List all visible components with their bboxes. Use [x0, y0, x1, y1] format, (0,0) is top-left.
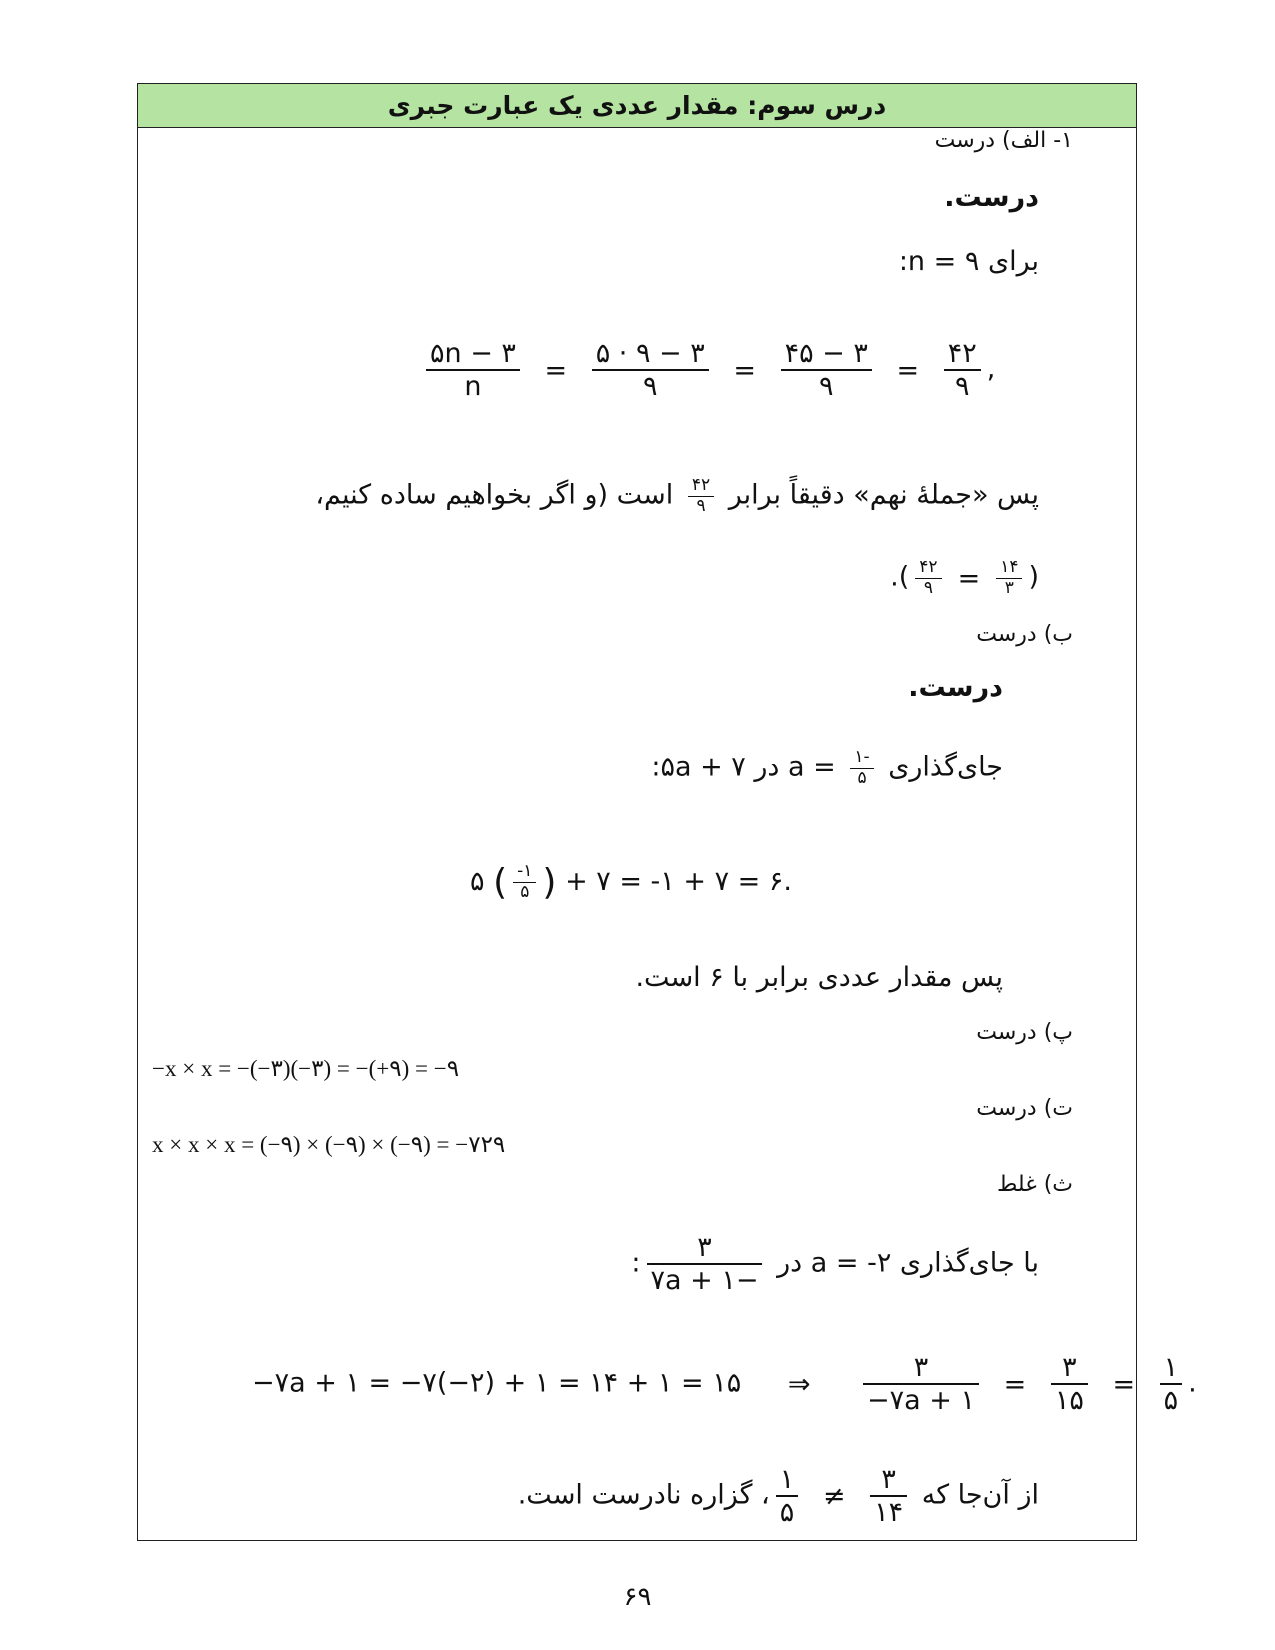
section-s-label: ث) غلط — [997, 1172, 1073, 1197]
section-t-equation: x × x × x = (−۹) × (−۹) × (−۹) = −۷۲۹ — [152, 1132, 506, 1157]
page-number: ۶۹ — [623, 1582, 652, 1612]
section-b-conclusion: پس مقدار عددی برابر با ۶ است. — [635, 962, 1003, 993]
fraction-1: $\frac{۵n - ۳}{n}$ — [426, 338, 520, 402]
section-a-simplify: ( $\frac{۱۴}{۳}$ = $\frac{۴۲}{۹}$ ). — [890, 557, 1039, 598]
section-s-calculation: −۷a + ۱ = −۷(−۲) + ۱ = ۱۴ + ۱ = ۱۵ ⇒ $\frac{۳}{-۷a + ۱}$ = $\frac{۳}{۱۵}$ = $\frac{۱}{۵}$ . — [252, 1352, 1197, 1417]
section-t-label: ت) درست — [976, 1096, 1073, 1121]
section-b-substitution: جای‌گذاری $\frac{-۱}{۵}$ = a در ۵a + ۷: — [651, 747, 1003, 788]
section-s-final: از آن‌جا که $\frac{۳}{۱۴}$ ≠ $\frac{۱}{۵}$ ، گزاره نادرست است. — [517, 1464, 1039, 1529]
section-a-label: ۱- الف) درست — [934, 128, 1073, 153]
section-a-sentence: پس «جملهٔ نهم» دقیقاً برابر $\frac{۴۲}{۹}$ است (و اگر بخواهیم ساده کنیم، — [315, 475, 1039, 516]
lesson-title: درس سوم: مقدار عددی یک عبارت جبری — [138, 84, 1136, 128]
section-a-verdict: درست. — [944, 182, 1039, 213]
fraction-2: $\frac{۵ \cdot ۹ - ۳}{۹}$ — [592, 338, 709, 402]
section-b-label: ب) درست — [976, 622, 1073, 647]
section-a-for-n: برای ۹ = n: — [898, 246, 1039, 277]
section-p-equation: −x × x = −(−۳)(−۳) = −(+۹) = −۹ — [152, 1056, 460, 1081]
fraction-4: $\frac{۴۲}{۹}$ — [944, 338, 981, 402]
section-p-label: پ) درست — [976, 1020, 1073, 1045]
fraction-3: $\frac{۴۵ - ۳}{۹}$ — [781, 338, 872, 402]
section-s-substitution: با جای‌گذاری ۲- = a در $\frac{۳}{-۷a + ۱}$ : — [631, 1232, 1039, 1297]
section-b-calculation: ۵ ( $\frac{-۱}{۵}$ ) + ۷ = -۱ + ۷ = ۶. — [470, 861, 792, 903]
section-a-equation: $\frac{۵n - ۳}{n}$ = $\frac{۵ \cdot ۹ - ۳}{۹}$ = $\frac{۴۵ - ۳}{۹}$ = $\frac{۴۲}{۹}$ , — [420, 338, 995, 402]
answer-box — [137, 83, 1137, 1541]
sentence-fraction: $\frac{۴۲}{۹}$ — [688, 476, 714, 516]
section-b-verdict: درست. — [908, 672, 1003, 703]
